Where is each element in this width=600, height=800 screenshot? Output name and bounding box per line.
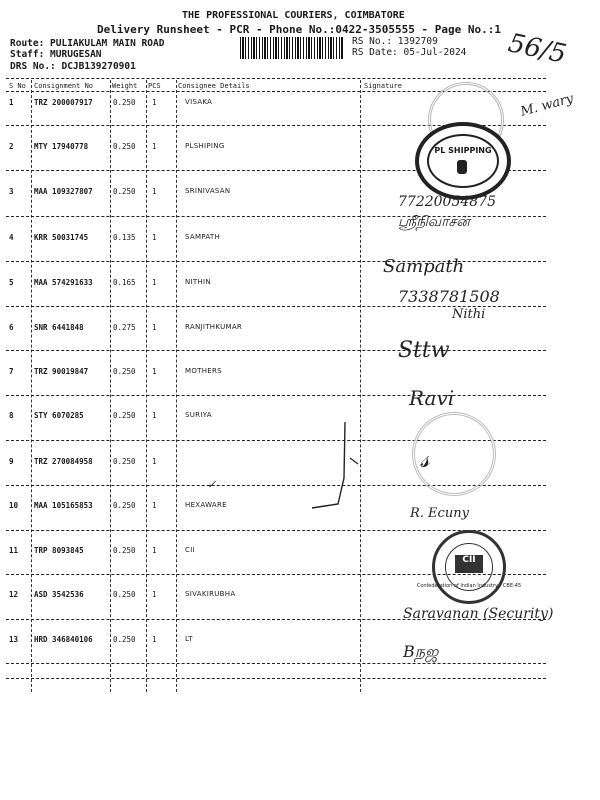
rs-date: RS Date: 05-Jul-2024 [352,47,467,58]
row-separator [6,350,546,351]
row-separator [6,663,546,664]
row-consignment: MTY 17940778 [34,142,89,151]
row-pcs: 1 [152,187,157,196]
row-pcs: 1 [152,590,157,599]
drs-number: DRS No.: DCJB139270901 [10,61,136,72]
stamp-text: Confederation of Indian Industry - CBE-45 [416,583,522,589]
handwritten-signature: M. wary [518,91,576,120]
row-sno: 2 [9,142,14,151]
row-consignee: VISAKA [185,98,213,106]
row-pcs: 1 [152,98,157,107]
row-pcs: 1 [152,367,157,376]
col-header-pcs: PCS [148,82,161,90]
row-sno: 12 [9,590,19,599]
row-consignee: HEXAWARE [185,501,227,509]
row-consignment: TRP 8093845 [34,546,84,555]
row-separator [6,395,546,396]
row-sno: 4 [9,233,14,242]
row-weight: 0.275 [113,323,136,332]
row-sno: 9 [9,457,14,466]
row-weight: 0.250 [113,411,136,420]
handwritten-signature: 𝓈 [420,444,430,474]
column-divider [146,80,147,692]
row-consignment: MAA 109327807 [34,187,93,196]
row-pcs: 1 [152,457,157,466]
row-consignment: STY 6070285 [34,411,84,420]
row-sno: 1 [9,98,14,107]
handwritten-signature: Bநஜ [403,642,439,661]
row-pcs: 1 [152,233,157,242]
row-sno: 3 [9,187,14,196]
row-sno: 5 [9,278,14,287]
col-header-consignment: Consignment No [34,82,94,90]
row-separator [6,261,546,262]
handwritten-signature: Sttw [398,338,450,363]
row-consignee: SIVAKIRUBHA [185,590,236,598]
col-header-sno: S No [9,82,26,90]
row-consignment: HRD 346840106 [34,635,93,644]
col-header-weight: Weight [112,82,138,90]
handwritten-signature: Nithi [452,307,486,322]
row-consignment: TRZ 200007917 [34,98,93,107]
handwritten-signature: R. Ecuny [410,506,469,521]
row-pcs: 1 [152,323,157,332]
row-weight: 0.250 [113,367,136,376]
pen-stroke [300,418,390,518]
row-weight: 0.135 [113,233,136,242]
column-divider [31,80,32,692]
row-pcs: 1 [152,142,157,151]
row-consignment: TRZ 270084958 [34,457,93,466]
table-top-rule [6,78,546,79]
handwritten-phone: 77220054875 [398,194,496,210]
row-weight: 0.250 [113,590,136,599]
row-pcs: 1 [152,411,157,420]
row-consignment: TRZ 90019847 [34,367,89,376]
row-pcs: 1 [152,546,157,555]
row-weight: 0.250 [113,635,136,644]
row-consignee: SRINIVASAN [185,187,231,195]
handwritten-signature: Saravanan (Security) [403,606,554,622]
row-weight: 0.250 [113,501,136,510]
row-pcs: 1 [152,635,157,644]
staff-line: Staff: MURUGESAN [10,49,102,60]
row-sno: 7 [9,367,14,376]
row-consignee: PLSHIPING [185,142,225,150]
pen-mark: ✓ [207,478,217,491]
handwritten-signature: ஸ்ரீநிவாசன் [398,214,470,230]
handwritten-signature: Sampath [383,256,465,277]
row-consignment: MAA 574291633 [34,278,93,287]
table-bottom-rule [6,678,546,679]
row-weight: 0.250 [113,98,136,107]
col-header-signature: Signature [364,82,402,90]
handwritten-signature: Ravi [409,386,455,410]
corner-handwritten-mark: 56/5 [505,28,569,70]
cii-stamp: CII Confederation of Indian Industry - CBE-45 [432,530,506,604]
row-consignee: RANJITHKUMAR [185,323,243,331]
row-pcs: 1 [152,278,157,287]
row-weight: 0.250 [113,546,136,555]
row-weight: 0.250 [113,142,136,151]
row-sno: 6 [9,323,14,332]
row-consignee: SAMPATH [185,233,221,241]
row-weight: 0.250 [113,457,136,466]
row-consignee: SURIYA [185,411,212,419]
stamp-text: PL SHIPPING [434,146,492,155]
column-divider [176,80,177,692]
row-consignee: NITHIN [185,278,211,286]
rs-number: RS No.: 1392709 [352,36,438,47]
col-header-consignee: Consignee Details [178,82,250,90]
row-consignment: MAA 105165853 [34,501,93,510]
row-sno: 10 [9,501,19,510]
row-sno: 13 [9,635,19,644]
row-consignee: CII [185,546,195,554]
company-title: THE PROFESSIONAL COURIERS, COIMBATORE [182,10,405,21]
column-divider [360,80,361,692]
handwritten-phone: 7338781508 [398,287,500,306]
row-sno: 11 [9,546,19,555]
row-consignee: MOTHERS [185,367,222,375]
row-consignment: SNR 6441848 [34,323,84,332]
row-pcs: 1 [152,501,157,510]
row-consignment: KRR 50031745 [34,233,89,242]
row-consignment: ASD 3542536 [34,590,84,599]
row-weight: 0.165 [113,278,136,287]
row-sno: 8 [9,411,14,420]
row-consignee: LT [185,635,193,643]
column-divider [110,80,111,692]
pl-shipping-stamp [415,122,511,200]
runsheet-title: Delivery Runsheet - PCR - Phone No.:0422-3505555 - Page No.:1 [97,23,501,36]
route-line: Route: PULIAKULAM MAIN ROAD [10,38,165,49]
row-weight: 0.250 [113,187,136,196]
barcode [240,37,343,59]
